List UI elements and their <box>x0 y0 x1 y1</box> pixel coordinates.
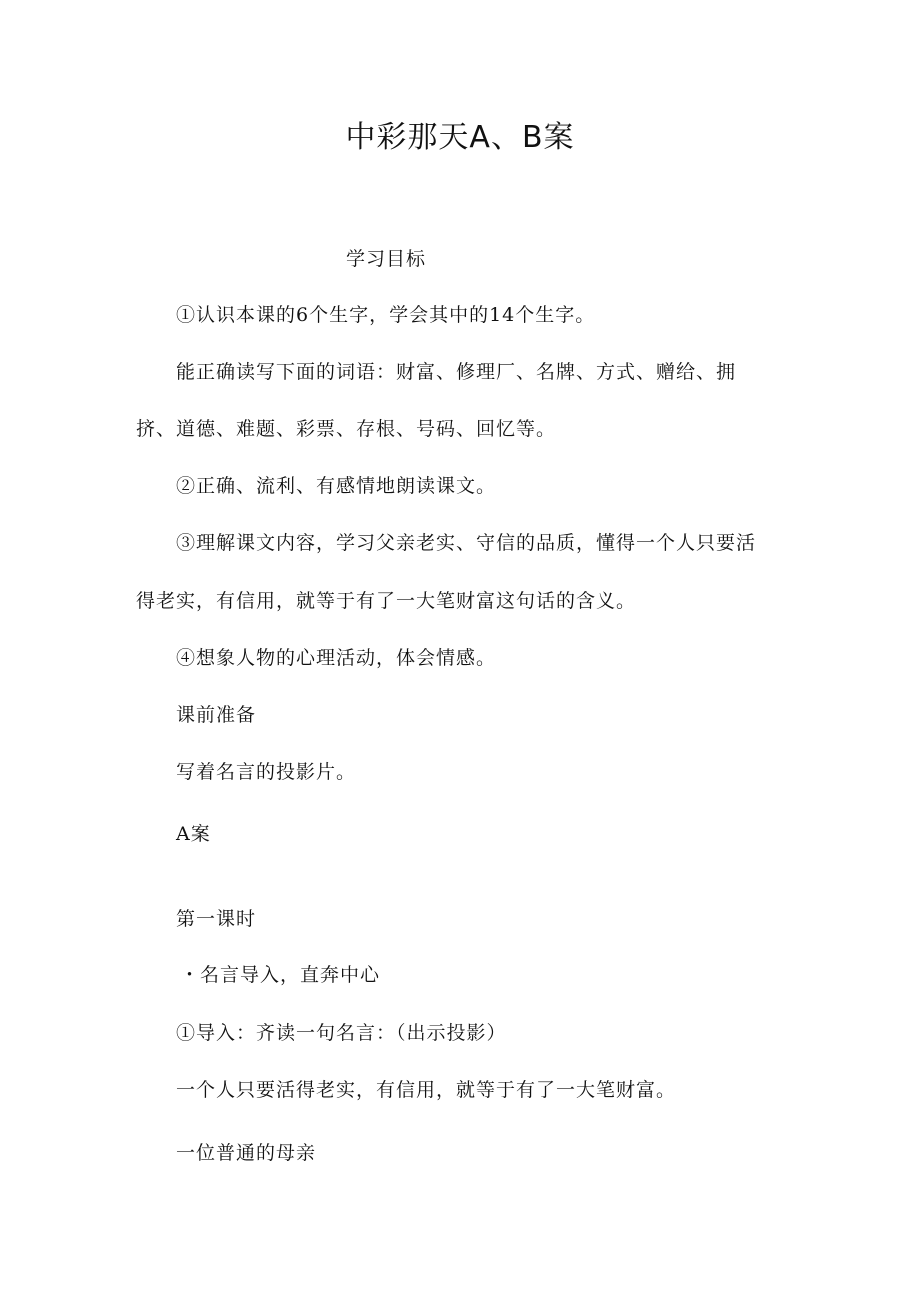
paragraph-goal-1: ①认识本课的6个生字，学会其中的14个生字。 <box>176 304 596 326</box>
paragraph-preparation: 写着名言的投影片。 <box>176 761 357 783</box>
paragraph-ordinary-mother: 一位普通的母亲 <box>176 1142 317 1164</box>
paragraph-vocabulary-line-1: 能正确读写下面的词语：财富、修理厂、名牌、方式、赠给、拥 <box>176 361 737 383</box>
section-heading-first-lesson: 第一课时 <box>176 908 257 930</box>
section-heading-preparation: 课前准备 <box>176 704 257 726</box>
paragraph-quote: 一个人只要活得老实，有信用，就等于有了一大笔财富。 <box>176 1079 677 1101</box>
paragraph-goal-3-line-1: ③理解课文内容，学习父亲老实、守信的品质，懂得一个人只要活 <box>176 532 757 554</box>
section-heading-learning-goals: 学习目标 <box>346 248 427 270</box>
paragraph-intro-step: ①导入：齐读一句名言：（出示投影） <box>176 1022 507 1044</box>
paragraph-goal-2: ②正确、流利、有感情地朗读课文。 <box>176 475 497 497</box>
paragraph-vocabulary-line-2: 挤、道德、难题、彩票、存根、号码、回忆等。 <box>136 418 557 440</box>
paragraph-goal-4: ④想象人物的心理活动，体会情感。 <box>176 647 497 669</box>
section-heading-quote-intro: ・名言导入，直奔中心 <box>180 964 381 986</box>
document-title: 中彩那天A、B案 <box>345 120 575 155</box>
section-heading-plan-a: A案 <box>176 823 211 845</box>
paragraph-goal-3-line-2: 得老实，有信用，就等于有了一大笔财富这句话的含义。 <box>136 590 637 612</box>
